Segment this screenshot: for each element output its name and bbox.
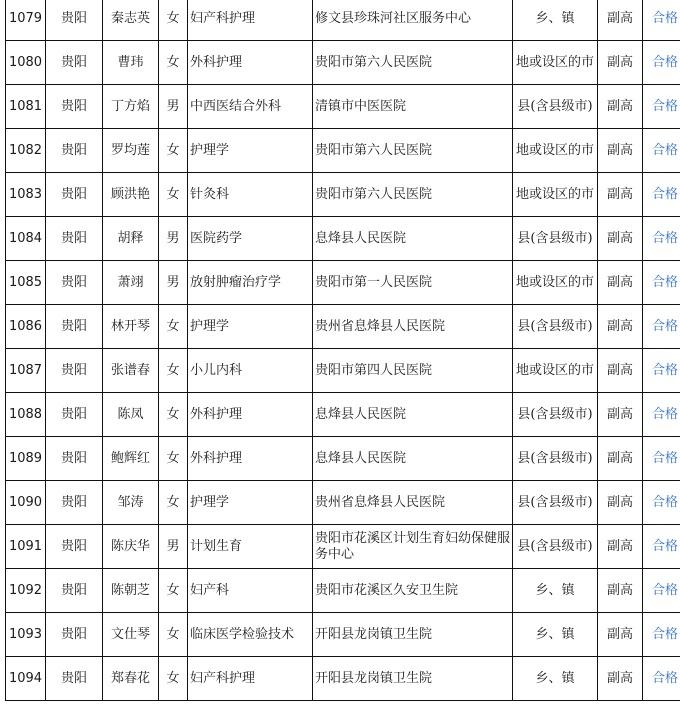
result-cell (643, 173, 680, 217)
table-row (6, 173, 680, 217)
sex-cell: 女 (159, 0, 188, 41)
major-cell: 外科护理 (188, 41, 313, 85)
major-cell: 护理学 (188, 129, 313, 173)
row-number-cell: 1094 (6, 657, 46, 701)
name-cell: 曹玮 (103, 41, 159, 85)
row-number-cell: 1080 (6, 41, 46, 85)
unit-cell: 贵阳市第六人民医院 (313, 129, 513, 173)
title-cell: 副高 (598, 481, 643, 525)
title-cell: 副高 (598, 217, 643, 261)
major-cell: 妇产科 (188, 569, 313, 613)
table-row (6, 129, 680, 173)
table-row (6, 305, 680, 349)
major-cell: 医院药学 (188, 217, 313, 261)
sex-cell: 女 (159, 481, 188, 525)
level-cell: 乡、镇 (513, 613, 598, 657)
sex-cell: 男 (159, 261, 188, 305)
name-cell: 陈庆华 (103, 525, 159, 569)
row-number-cell: 1088 (6, 393, 46, 437)
major-cell: 护理学 (188, 481, 313, 525)
row-number-cell: 1083 (6, 173, 46, 217)
level-cell: 县(含县级市) (513, 85, 598, 129)
level-cell: 乡、镇 (513, 569, 598, 613)
table-row (6, 481, 680, 525)
level-cell: 县(含县级市) (513, 437, 598, 481)
unit-cell: 清镇市中医医院 (313, 85, 513, 129)
row-number-cell: 1093 (6, 613, 46, 657)
major-cell: 妇产科护理 (188, 0, 313, 41)
city-cell: 贵阳 (46, 85, 103, 129)
result-link[interactable]: 合格 (651, 274, 678, 290)
table-row (6, 393, 680, 437)
result-cell (643, 305, 680, 349)
unit-cell: 修文县珍珠河社区服务中心 (313, 0, 513, 41)
result-cell (643, 0, 680, 41)
row-number-cell: 1091 (6, 525, 46, 569)
level-cell: 地或设区的市 (513, 349, 598, 393)
name-cell: 林开琴 (103, 305, 159, 349)
result-link[interactable]: 合格 (651, 98, 678, 114)
unit-cell: 开阳县龙岗镇卫生院 (313, 613, 513, 657)
major-cell: 护理学 (188, 305, 313, 349)
name-cell: 邹涛 (103, 481, 159, 525)
major-cell: 放射肿瘤治疗学 (188, 261, 313, 305)
city-cell: 贵阳 (46, 525, 103, 569)
row-number-cell: 1092 (6, 569, 46, 613)
unit-cell: 贵阳市花溪区久安卫生院 (313, 569, 513, 613)
title-cell: 副高 (598, 129, 643, 173)
major-cell: 外科护理 (188, 437, 313, 481)
result-link[interactable]: 合格 (651, 318, 678, 334)
result-cell (643, 481, 680, 525)
name-cell: 陈凤 (103, 393, 159, 437)
major-cell: 妇产科护理 (188, 657, 313, 701)
level-cell: 地或设区的市 (513, 173, 598, 217)
result-link[interactable]: 合格 (651, 494, 678, 510)
unit-cell: 贵阳市第六人民医院 (313, 173, 513, 217)
sex-cell: 女 (159, 613, 188, 657)
results-table (5, 0, 680, 701)
result-cell (643, 261, 680, 305)
table-row (6, 525, 680, 569)
unit-cell: 贵阳市第六人民医院 (313, 41, 513, 85)
row-number-cell: 1085 (6, 261, 46, 305)
sex-cell: 男 (159, 217, 188, 261)
row-number-cell: 1079 (6, 0, 46, 41)
name-cell: 秦志英 (103, 0, 159, 41)
level-cell: 乡、镇 (513, 657, 598, 701)
city-cell: 贵阳 (46, 613, 103, 657)
result-link[interactable]: 合格 (651, 450, 678, 466)
title-cell: 副高 (598, 525, 643, 569)
major-cell: 针灸科 (188, 173, 313, 217)
sex-cell: 男 (159, 85, 188, 129)
title-cell: 副高 (598, 41, 643, 85)
city-cell: 贵阳 (46, 0, 103, 41)
result-link[interactable]: 合格 (651, 670, 678, 686)
level-cell: 县(含县级市) (513, 525, 598, 569)
title-cell: 副高 (598, 393, 643, 437)
row-number-cell: 1086 (6, 305, 46, 349)
unit-cell: 贵阳市第一人民医院 (313, 261, 513, 305)
result-link[interactable]: 合格 (651, 538, 678, 554)
sex-cell: 女 (159, 305, 188, 349)
major-cell: 中西医结合外科 (188, 85, 313, 129)
row-number-cell: 1090 (6, 481, 46, 525)
major-cell: 临床医学检验技术 (188, 613, 313, 657)
result-cell (643, 657, 680, 701)
table-row (6, 349, 680, 393)
level-cell: 县(含县级市) (513, 217, 598, 261)
name-cell: 鲍辉红 (103, 437, 159, 481)
sex-cell: 女 (159, 657, 188, 701)
title-cell: 副高 (598, 657, 643, 701)
city-cell: 贵阳 (46, 41, 103, 85)
result-link[interactable]: 合格 (651, 362, 678, 378)
unit-cell: 息烽县人民医院 (313, 393, 513, 437)
table-row (6, 217, 680, 261)
row-number-cell: 1089 (6, 437, 46, 481)
city-cell: 贵阳 (46, 305, 103, 349)
result-cell (643, 437, 680, 481)
major-cell: 外科护理 (188, 393, 313, 437)
result-link[interactable]: 合格 (651, 54, 678, 70)
title-cell: 副高 (598, 569, 643, 613)
result-cell (643, 525, 680, 569)
name-cell: 陈朝芝 (103, 569, 159, 613)
title-cell: 副高 (598, 0, 643, 41)
name-cell: 萧翊 (103, 261, 159, 305)
sex-cell: 男 (159, 525, 188, 569)
table-row (6, 41, 680, 85)
level-cell: 县(含县级市) (513, 393, 598, 437)
name-cell: 文仕琴 (103, 613, 159, 657)
title-cell: 副高 (598, 349, 643, 393)
row-number-cell: 1084 (6, 217, 46, 261)
unit-cell: 开阳县龙岗镇卫生院 (313, 657, 513, 701)
unit-cell: 贵州省息烽县人民医院 (313, 481, 513, 525)
name-cell: 郑春花 (103, 657, 159, 701)
table-row (6, 0, 680, 41)
sex-cell: 女 (159, 437, 188, 481)
result-cell (643, 349, 680, 393)
city-cell: 贵阳 (46, 481, 103, 525)
row-number-cell: 1082 (6, 129, 46, 173)
city-cell: 贵阳 (46, 129, 103, 173)
unit-cell: 息烽县人民医院 (313, 437, 513, 481)
city-cell: 贵阳 (46, 261, 103, 305)
level-cell: 县(含县级市) (513, 305, 598, 349)
city-cell: 贵阳 (46, 657, 103, 701)
name-cell: 罗均莲 (103, 129, 159, 173)
title-cell: 副高 (598, 305, 643, 349)
city-cell: 贵阳 (46, 349, 103, 393)
name-cell: 张谱春 (103, 349, 159, 393)
row-number-cell: 1081 (6, 85, 46, 129)
name-cell: 丁方焰 (103, 85, 159, 129)
sex-cell: 女 (159, 569, 188, 613)
table-row (6, 657, 680, 701)
table-row (6, 569, 680, 613)
title-cell: 副高 (598, 613, 643, 657)
unit-cell: 息烽县人民医院 (313, 217, 513, 261)
result-link[interactable]: 合格 (651, 230, 678, 246)
table-row (6, 613, 680, 657)
result-link[interactable]: 合格 (651, 186, 678, 202)
sex-cell: 女 (159, 173, 188, 217)
city-cell: 贵阳 (46, 569, 103, 613)
result-link[interactable]: 合格 (651, 626, 678, 642)
level-cell: 地或设区的市 (513, 41, 598, 85)
sex-cell: 女 (159, 41, 188, 85)
level-cell: 县(含县级市) (513, 481, 598, 525)
unit-cell: 贵州省息烽县人民医院 (313, 305, 513, 349)
major-cell: 计划生育 (188, 525, 313, 569)
title-cell: 副高 (598, 261, 643, 305)
result-link[interactable]: 合格 (651, 406, 678, 422)
unit-cell: 贵阳市花溪区计划生育妇幼保健服务中心 (313, 525, 513, 569)
title-cell: 副高 (598, 173, 643, 217)
title-cell: 副高 (598, 437, 643, 481)
title-cell: 副高 (598, 85, 643, 129)
unit-cell: 贵阳市第四人民医院 (313, 349, 513, 393)
level-cell: 乡、镇 (513, 0, 598, 41)
result-cell (643, 85, 680, 129)
city-cell: 贵阳 (46, 173, 103, 217)
result-link[interactable]: 合格 (651, 142, 678, 158)
major-cell: 小儿内科 (188, 349, 313, 393)
result-link[interactable]: 合格 (651, 582, 678, 598)
result-cell (643, 41, 680, 85)
sex-cell: 女 (159, 129, 188, 173)
table-row (6, 85, 680, 129)
level-cell: 地或设区的市 (513, 261, 598, 305)
result-cell (643, 217, 680, 261)
table-body (6, 0, 680, 701)
city-cell: 贵阳 (46, 393, 103, 437)
result-cell (643, 129, 680, 173)
sex-cell: 女 (159, 349, 188, 393)
result-cell (643, 393, 680, 437)
name-cell: 顾洪艳 (103, 173, 159, 217)
city-cell: 贵阳 (46, 217, 103, 261)
result-cell (643, 613, 680, 657)
sex-cell: 女 (159, 393, 188, 437)
table-row (6, 437, 680, 481)
city-cell: 贵阳 (46, 437, 103, 481)
row-number-cell: 1087 (6, 349, 46, 393)
result-cell (643, 569, 680, 613)
table-row (6, 261, 680, 305)
result-link[interactable]: 合格 (651, 10, 678, 26)
level-cell: 地或设区的市 (513, 129, 598, 173)
name-cell: 胡释 (103, 217, 159, 261)
